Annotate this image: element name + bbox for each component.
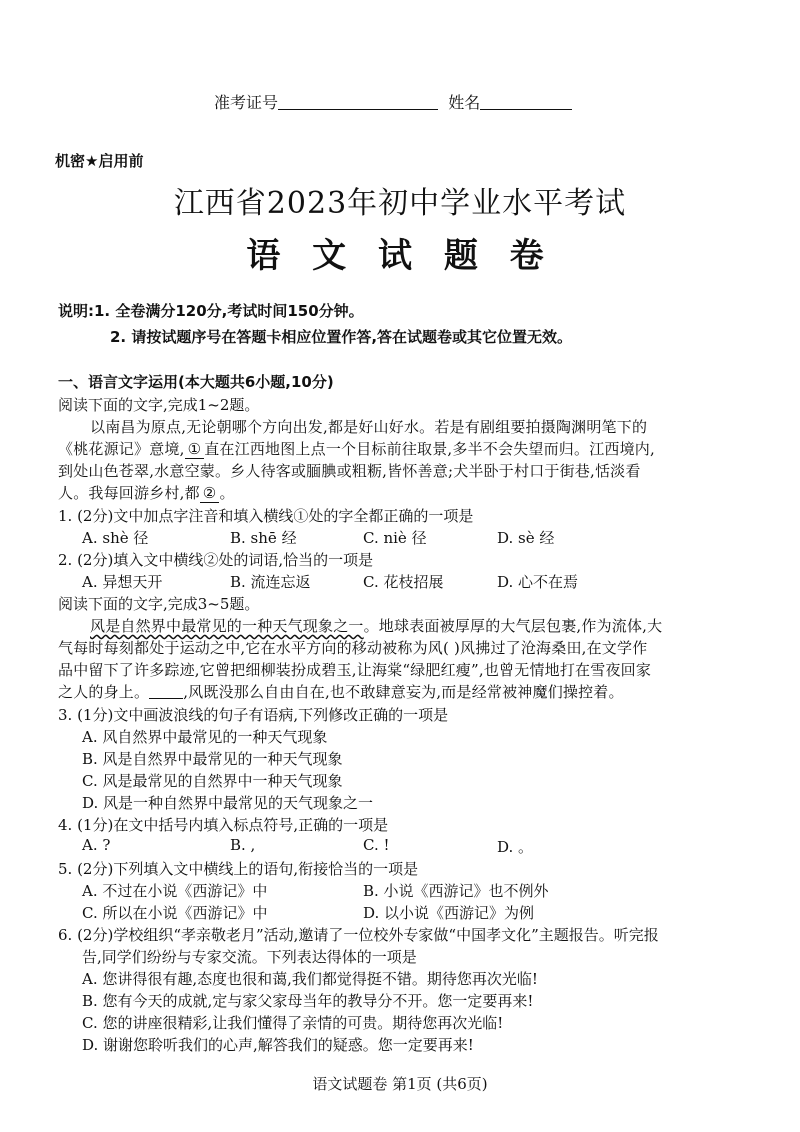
q3-option-c[interactable]: C. 风是最常见的自然界中一种天气现象 <box>82 772 343 790</box>
q2-option-c[interactable]: C. 花枝招展 <box>363 573 444 591</box>
exam-title: 江西省2023年初中学业水平考试 <box>173 186 627 221</box>
q4-option-b[interactable]: B. , <box>230 836 256 854</box>
confidential-mark: 机密★启用前 <box>55 152 144 170</box>
q1-option-c[interactable]: C. niè 径 <box>363 529 427 547</box>
q4-option-c[interactable]: C. ! <box>363 836 390 854</box>
passage1-line2-b: 直在江西地图上点一个目标前往取景,多半不会失望而归。江西境内, <box>204 440 655 458</box>
blank-marker-1: ① <box>185 440 205 459</box>
question-1-stem: 1. (2分)文中加点字注音和填入横线①处的字全都正确的一项是 <box>58 507 474 525</box>
q1-option-d[interactable]: D. sè 经 <box>497 529 555 547</box>
note-1: 说明:1. 全卷满分120分,考试时间150分钟。 <box>58 302 364 320</box>
passage1-line1: 以南昌为原点,无论朝哪个方向出发,都是好山好水。若是有剧组要拍摄陶渊明笔下的 <box>90 418 648 436</box>
q2-option-a[interactable]: A. 异想天开 <box>82 573 163 591</box>
passage1-line2 <box>58 438 655 459</box>
passage1-line4-a: 人。我每回游乡村,都 <box>58 484 200 502</box>
passage1-line4 <box>58 482 235 503</box>
page-footer: 语文试题卷 第1页 (共6页) <box>312 1075 488 1093</box>
passage2-line3: 品中留下了许多踪迹,它曾把细柳装扮成碧玉,让海棠“绿肥红瘦”,也曾无情地打在雪夜回家 <box>58 661 652 679</box>
q5-option-d[interactable]: D. 以小说《西游记》为例 <box>363 904 535 922</box>
exam-header <box>214 90 572 113</box>
q6-option-d[interactable]: D. 谢谢您聆听我们的心声,解答我们的疑惑。您一定要再来! <box>82 1036 474 1054</box>
q6-option-c[interactable]: C. 您的讲座很精彩,让我们懂得了亲情的可贵。期待您再次光临! <box>82 1014 504 1032</box>
passage2-line2: 气每时每刻都处于运动之中,它在水平方向的移动被称为风( )风拂过了沧海桑田,在文学作 <box>58 639 648 657</box>
passage2-blank <box>149 683 183 699</box>
q1-option-a[interactable]: A. shè 径 <box>82 529 149 547</box>
exam-id-blank[interactable] <box>278 93 438 110</box>
q5-option-c[interactable]: C. 所以在小说《西游记》中 <box>82 904 268 922</box>
q4-option-a[interactable]: A. ? <box>82 836 111 854</box>
name-blank[interactable] <box>480 93 572 110</box>
exam-id-label: 准考证号 <box>214 93 279 112</box>
paper-title: 语 文 试 题 卷 <box>246 236 554 276</box>
passage2-line4 <box>58 681 624 702</box>
name-label: 姓名 <box>448 93 481 112</box>
q5-option-b[interactable]: B. 小说《西游记》也不例外 <box>363 882 549 900</box>
question-4-stem: 4. (1分)在文中括号内填入标点符号,正确的一项是 <box>58 816 389 834</box>
question-2-stem: 2. (2分)填入文中横线②处的词语,恰当的一项是 <box>58 551 374 569</box>
q5-option-a[interactable]: A. 不过在小说《西游记》中 <box>82 882 268 900</box>
passage2-line4-b: ,风既没那么自由自在,也不敢肆意妄为,而是经常被神魔们操控着。 <box>183 683 624 701</box>
q3-option-b[interactable]: B. 风是自然界中最常见的一种天气现象 <box>82 750 343 768</box>
q6-option-a[interactable]: A. 您讲得很有趣,态度也很和蔼,我们都觉得挺不错。期待您再次光临! <box>82 970 538 988</box>
question-3-stem: 3. (1分)文中画波浪线的句子有语病,下列修改正确的一项是 <box>58 706 449 724</box>
passage1-line2-a: 《桃花源记》意境, <box>58 440 185 458</box>
passage2-line1 <box>90 615 662 636</box>
reading-instruction-1: 阅读下面的文字,完成1~2题。 <box>58 396 260 414</box>
passage2-line4-a: 之人的身上。 <box>58 683 150 701</box>
q2-option-d[interactable]: D. 心不在焉 <box>497 573 579 591</box>
passage2-line1-rest: 。地球表面被厚厚的大气层包裹,作为流体,大 <box>363 617 663 635</box>
question-5-stem: 5. (2分)下列填入文中横线上的语句,衔接恰当的一项是 <box>58 860 419 878</box>
q2-option-b[interactable]: B. 流连忘返 <box>230 573 311 591</box>
q6-option-b[interactable]: B. 您有今天的成就,定与家父家母当年的教导分不开。您一定要再来! <box>82 992 534 1010</box>
q4-option-d[interactable]: D. 。 <box>497 838 534 856</box>
note-2: 2. 请按试题序号在答题卡相应位置作答,答在试题卷或其它位置无效。 <box>110 328 573 346</box>
q1-option-b[interactable]: B. shē 经 <box>230 529 297 547</box>
reading-instruction-2: 阅读下面的文字,完成3~5题。 <box>58 595 260 613</box>
passage1-line3: 到处山色苍翠,水意空蒙。乡人待客或腼腆或粗粝,皆怀善意;犬半卧于村口于街巷,恬淡看 <box>58 462 641 480</box>
section-heading: 一、语言文字运用(本大题共6小题,10分) <box>58 373 334 391</box>
question-6-stem-line2: 告,同学们纷纷与专家交流。下列表达得体的一项是 <box>82 948 417 966</box>
passage1-line4-b: 。 <box>219 484 235 502</box>
q3-option-a[interactable]: A. 风自然界中最常见的一种天气现象 <box>82 728 328 746</box>
blank-marker-2: ② <box>200 484 220 503</box>
wavy-sentence: 风是自然界中最常见的一种天气现象之一 <box>90 617 364 635</box>
question-6-stem-line1: 6. (2分)学校组织“孝亲敬老月”活动,邀请了一位校外专家做“中国孝文化”主题报告。听完报 <box>58 926 659 944</box>
q3-option-d[interactable]: D. 风是一种自然界中最常见的天气现象之一 <box>82 794 374 812</box>
